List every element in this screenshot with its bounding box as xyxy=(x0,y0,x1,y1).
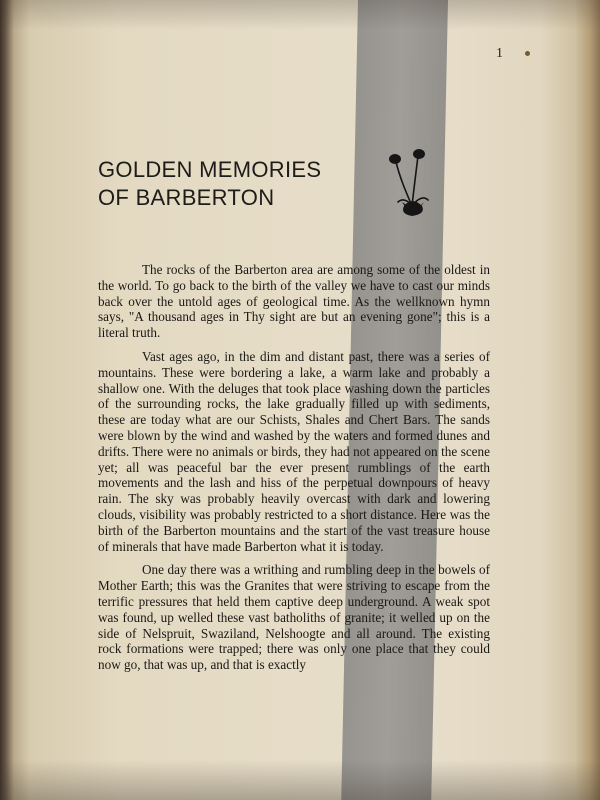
top-shadow xyxy=(0,0,600,30)
paragraph-2: Vast ages ago, in the dim and distant past, there was a series of mountains. These were bordering a lake, a warm lake and probably a shallow one. With the deluges that took place washing down the particles of the surrounding rocks, the lake gradually filled up with sediments, these are today what are our Schists, Shales and Chert Bars. The sands were blown by the wind and washed by the waters and formed dunes and drifts. There were no animals or birds, they had not appeared on the scene yet; all was peaceful bar the ever present rumblings of the earth movements and the lash and hiss of the perpetual downpours of heavy rain. The sky was probably heavily overcast with dark and lowering clouds, visibility was probably restricted to a short distance. Here was the birth of the Barberton mountains and the start of the vast treasure house of minerals that have made Barberton what it is today. xyxy=(98,348,490,554)
body-text xyxy=(98,262,490,681)
paragraph-1: The rocks of the Barberton area are among some of the oldest in the world. To go back to the birth of the valley we have to cast our minds back over the untold ages of geological time. As the wellknown hymn says, "A thousand ages in Thy sight are but an evening gone"; this is a literal truth. xyxy=(98,262,490,341)
paragraph-3: One day there was a writhing and rumbling deep in the bowels of Mother Earth; this was the Granites that were striving to escape from the terrific pressures that held them captive deep underground. A weak spot was found, up welled these vast batholiths of granite; it welled up on the side of Nelspruit, Swaziland, Nelshoogte and all around. The existing rock formations were trapped; there was only one place that they could now go, that was up, and that is exactly xyxy=(98,562,490,673)
page-title xyxy=(98,156,321,212)
title-line-1: GOLDEN MEMORIES xyxy=(98,157,322,182)
title-line-2: OF BARBERTON xyxy=(98,185,275,210)
dandelion-flowers-icon xyxy=(382,148,438,218)
page-number: 1 xyxy=(496,46,503,61)
bottom-shadow xyxy=(0,760,600,800)
ink-spot xyxy=(525,51,530,56)
